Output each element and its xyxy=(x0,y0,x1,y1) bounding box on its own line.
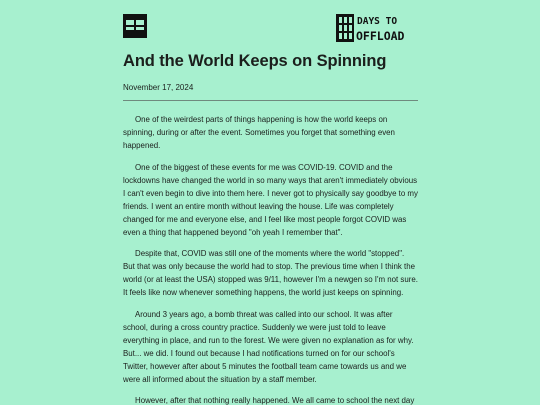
paragraph: Despite that, COVID was still one of the moments where the world "stopped". But that was only because the world had to stop. The previous time when I think the world (or at least the USA) stopped was 9/11, however I'm a newgen so I'm not sure. It feels like now whenever something happens, the world just keeps on spinning. xyxy=(123,249,418,297)
100-days-to-offload-logo[interactable] xyxy=(336,13,418,43)
article-title: And the World Keeps on Spinning xyxy=(123,52,387,70)
paragraph: Around 3 years ago, a bomb threat was called into our school. It was after school, during a cross country practice. Suddenly we were just told to leave everything in place, and run to the forest. We were given no explanation as for why. But... we did. I found out because I had notifications turned on for our school's Twitter, however after about 5 minutes the football team came towards us and we were all informed about the situation by a staff member. xyxy=(123,309,414,384)
divider xyxy=(123,100,418,101)
page-container xyxy=(123,0,418,405)
svg-text:DAYS TO: DAYS TO xyxy=(357,16,398,27)
site-logo-icon[interactable] xyxy=(123,14,147,38)
paragraph: One of the biggest of these events for me was COVID-19. COVID and the lockdowns have changed the world in so many ways that aren't immediately obvious I can't even begin to dive into them here. I never got to physically say goodbye to my friends. I went an entire month without leaving the house. Life was completely changed for me and everyone else, and I feel like most people forgot COVID was even a thing that happened beyond "oh yeah I remember that". xyxy=(123,162,418,237)
site-header xyxy=(123,0,418,44)
paragraph: One of the weirdest parts of things happening is how the world keeps on spinning, during or after the event. Sometimes you forget that something even happened. xyxy=(123,115,395,150)
paragraph: However, after that nothing really happened. We all came to school the next day xyxy=(135,396,415,405)
article-date: November 17, 2024 xyxy=(123,83,194,92)
svg-text:OFFLOAD: OFFLOAD xyxy=(356,29,405,43)
article-body xyxy=(123,113,418,405)
